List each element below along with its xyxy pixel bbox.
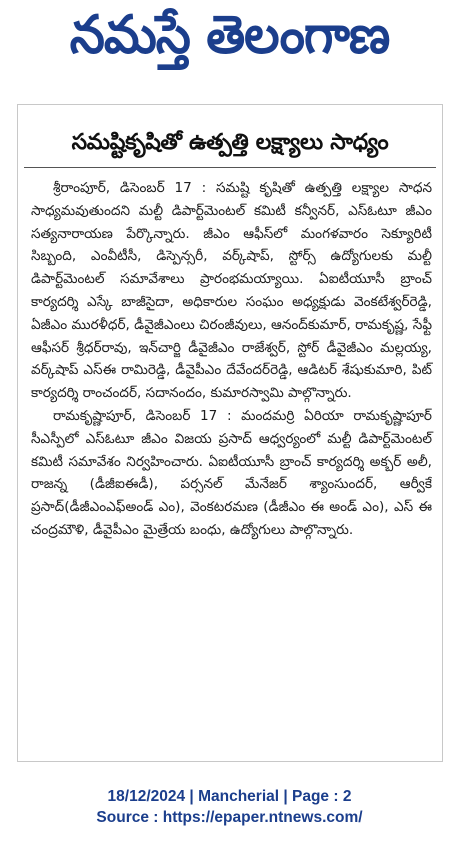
- article-body: [31, 177, 432, 542]
- masthead-title: నమస్తే తెలంగాణ: [69, 3, 390, 66]
- footer-source-link[interactable]: Source : https://epaper.ntnews.com/: [96, 809, 363, 826]
- news-clipping: [17, 104, 443, 762]
- footer-date-edition: 18/12/2024 | Mancherial | Page : 2: [107, 788, 352, 805]
- headline-text: సమష్టికృషితో ఉత్పత్తి లక్ష్యాలు సాధ్యం: [71, 130, 389, 155]
- article-headline: [24, 123, 436, 168]
- article-paragraph-srirampur: శ్రీరాంపూర్, డిసెంబర్ 17 : సమష్టి కృషితో ఉత్పత్తి లక్ష్యాల సాధన సాధ్యమవుతుందని మల్టీ డిపార్ట్‌మెంటల్ కమిటీ కన్వీనర్, ఎస్ఓటూ జీఎం సత్యనారాయణ పేర్కొన్నారు. జీఎం ఆఫీస్‌లో మంగళవారం సెక్యూరిటీ సిబ్బంది, ఎంవీటీసీ, డిస్పెన్సరీ, వర్క్‌షాప్, స్టోర్స్ ఉద్యోగులకు మల్టీ డిపార్ట్‌మెంటల్ సమావేశాలు ప్రారంభమయ్యాయి. ఏఐటీయూసీ బ్రాంచ్ కార్యదర్శి ఎస్కే బాజీసైదా, అధికారుల సంఘం అధ్యక్షుడు వెంకటేశ్వర్‌రెడ్డి, ఏజీఎం మురళీధర్, డీవైజీఎంలు చిరంజీవులు, ఆనంద్‌కుమార్, రామకృష్ణ, సేఫ్టీ ఆఫీసర్ శ్రీధర్‌రావు, ఇన్‌చార్జి డీవైజీఎం రాజేశ్వర్, స్టోర్ డీవైజీఎం మల్లయ్య, వర్క్‌షాప్ ఎస్ఈ రామిరెడ్డి, డీవైపీఎం దేవేందర్‌రెడ్డి, ఆడిటర్ శేషుకుమారి, పిట్ కార్యదర్శి రాంచందర్, సదానందం, కుమారస్వామి పాల్గొన్నారు.: [31, 180, 432, 402]
- article-paragraph-ramakrishnapur: రామకృష్ణాపూర్, డిసెంబర్ 17 : మందమర్రి ఏరియా రామకృష్ణాపూర్ సీఎస్పీలో ఎస్ఓటూ జీఎం విజయ ప్రసాద్ ఆధ్వర్యంలో మల్టీ డిపార్ట్‌మెంటల్ కమిటీ సమావేశం నిర్వహించారు. ఏఐటీయూసీ బ్రాంచ్ కార్యదర్శి అక్బర్ అలీ, రాజన్న (డీజీఐఈడీ), పర్సనల్ మేనేజర్ శ్యాంసుందర్, ఆర్వీకే ప్రసాద్(డీజీఎంఎఫ్అండ్ ఎం), వెంకటరమణ (డీజీఎం ఈ అండ్ ఎం), ఎస్ ఈ చంద్రమౌళి, డీవైపీఎం మైత్రేయ బంధు, ఉద్యోగులు పాల్గొన్నారు.: [31, 407, 432, 538]
- clipping-footer: [0, 786, 459, 828]
- newspaper-masthead: [22, 3, 437, 74]
